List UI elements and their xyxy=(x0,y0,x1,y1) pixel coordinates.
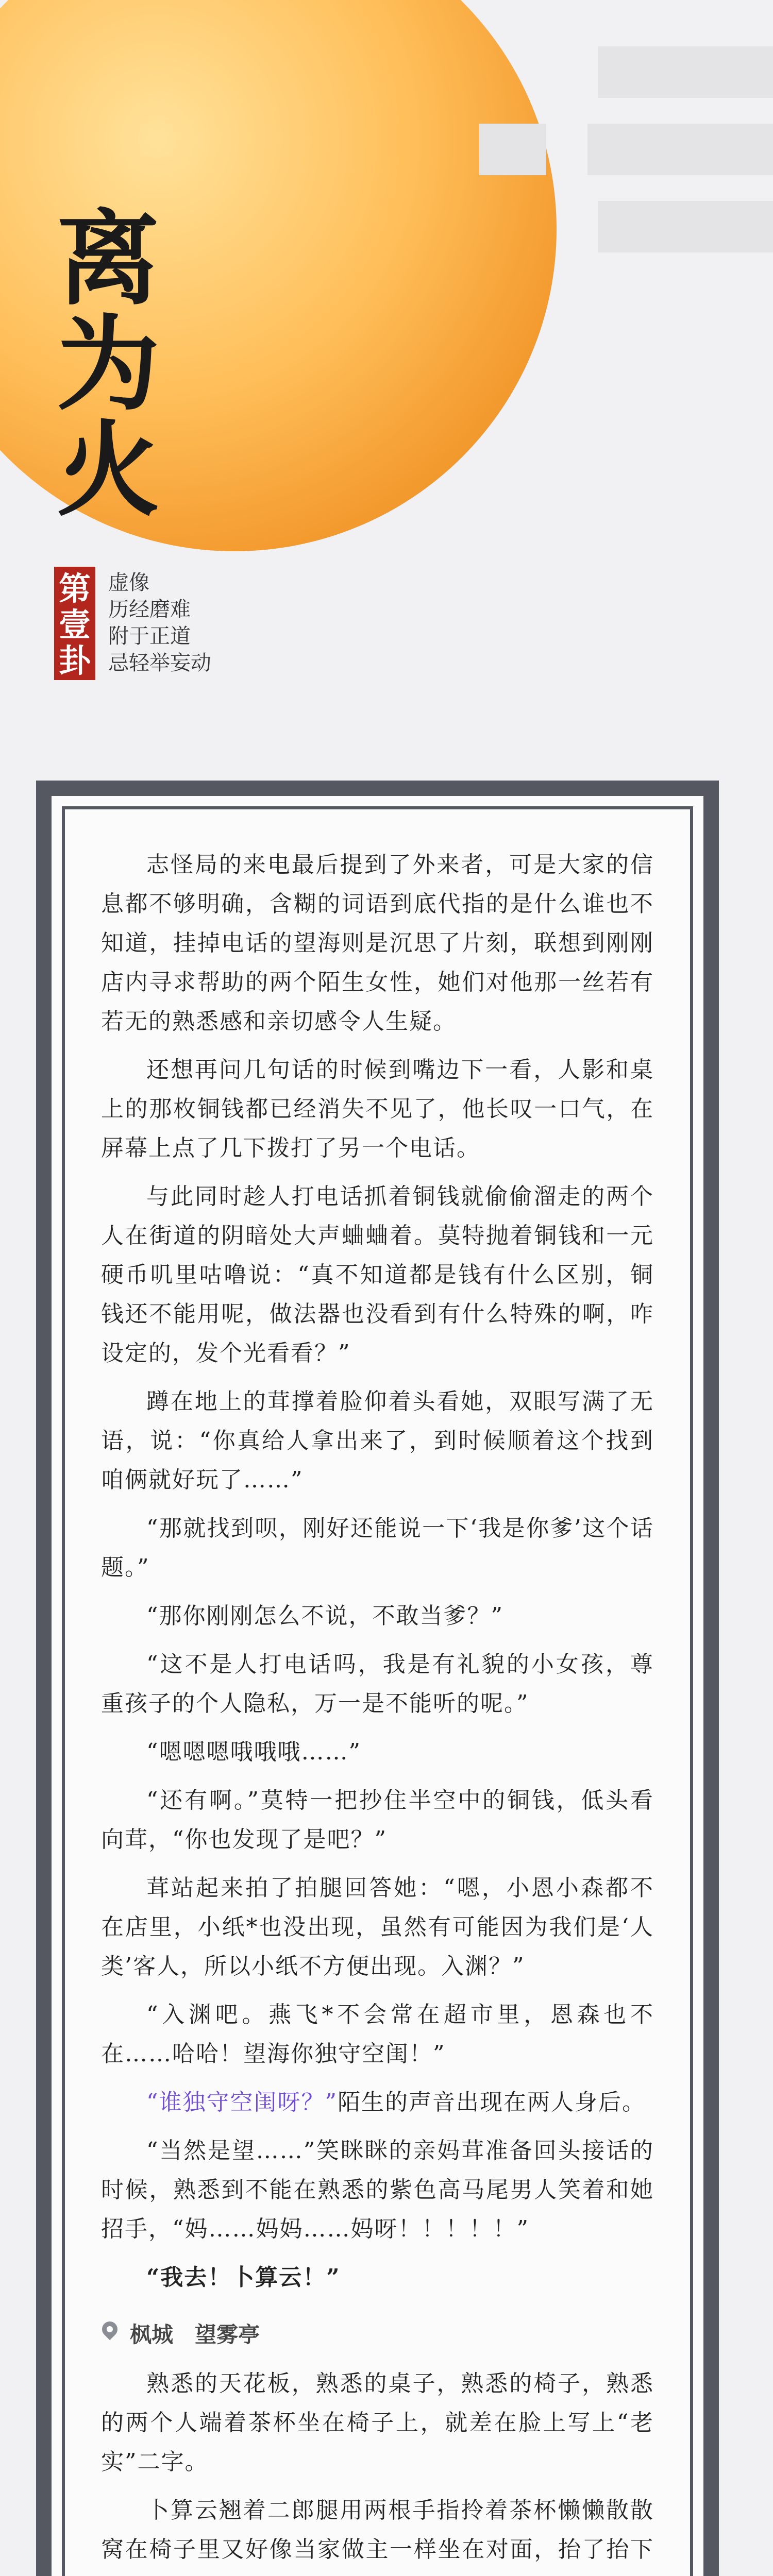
story-card-frame xyxy=(62,806,693,2576)
story-paragraph: 茸站起来拍了拍腿回答她：“嗯，小恩小森都不在店里，小纸*也没出现，虽然有可能因为我们是‘人类’客人，所以小纸不方便出现。入渊？” xyxy=(101,1875,654,1979)
story-paragraph: “还有啊。”莫特一把抄住半空中的铜钱，低头看向茸，“你也发现了是吧？” xyxy=(101,1787,654,1853)
location-label: 枫城 望雾亭 xyxy=(130,2322,260,2347)
hexagram-title xyxy=(57,198,160,531)
story-paragraph: “那你刚刚怎么不说，不敢当爹？” xyxy=(146,1603,503,1629)
story-paragraph: “入渊吧。燕飞*不会常在超市里，恩森也不在……哈哈！望海你独守空闺！” xyxy=(101,2002,654,2067)
trigram-bar-middle-left xyxy=(479,124,546,175)
story-paragraph-highlight xyxy=(101,2083,654,2122)
tagline-line: 附于正道 xyxy=(108,624,191,648)
story-paragraph-strong: “我去！卜算云！” xyxy=(146,2264,341,2291)
hexagram-tagline xyxy=(108,569,211,676)
story-paragraph: “这不是人打电话吗，我是有礼貌的小女孩，尊重孩子的个人隐私，万一是不能听的呢。” xyxy=(101,1651,654,1717)
location-pin-icon xyxy=(101,2321,119,2345)
title-char: 为 xyxy=(57,304,160,425)
tagline-line: 历经磨难 xyxy=(108,598,191,621)
paragraph-rest: 陌生的声音出现在两人身后。 xyxy=(338,2089,646,2115)
scene-location xyxy=(101,2318,654,2349)
story-paragraph: 与此同时趁人打电话抓着铜钱就偷偷溜走的两个人在街道的阴暗处大声蛐蛐着。莫特抛着铜钱和一元硬币叽里咕噜说：“真不知道都是钱有什么区别，铜钱还不能用呢，做法器也没看到有什么特殊的啊，咋设定的，发个光看看？” xyxy=(101,1183,654,1366)
title-char: 离 xyxy=(57,198,160,319)
trigram-bar-bottom xyxy=(598,201,773,252)
story-paragraph: “嗯嗯嗯哦哦哦……” xyxy=(146,1739,361,1765)
highlighted-dialogue: “谁独守空闺呀？” xyxy=(146,2089,338,2115)
seal-char: 壹 xyxy=(58,606,91,643)
story-paragraph: “那就找到呗，刚好还能说一下‘我是你爹’这个话题。” xyxy=(101,1515,654,1581)
story-paragraph: 卜算云翘着二郎腿用两根手指拎着茶杯懒懒散散窝在椅子里又好像当家做主一样坐在对面，抬了抬下 xyxy=(101,2497,654,2563)
story-card xyxy=(36,781,719,2576)
trigram-bar-middle-right xyxy=(587,124,773,175)
story-paragraph: 蹲在地上的茸撑着脸仰着头看她，双眼写满了无语，说：“你真给人拿出来了，到时候顺着这个找到咱俩就好玩了……” xyxy=(101,1388,654,1493)
trigram-bar-top xyxy=(598,46,773,98)
tagline-line: 忌轻举妄动 xyxy=(108,651,211,675)
story-paragraph: 熟悉的天花板，熟悉的桌子，熟悉的椅子，熟悉的两个人端着茶杯坐在椅子上，就差在脸上写上“老实”二字。 xyxy=(101,2370,654,2475)
tagline-line: 虚像 xyxy=(108,571,149,595)
chapter-seal xyxy=(54,567,95,680)
story-paragraph: 志怪局的来电最后提到了外来者，可是大家的信息都不够明确，含糊的词语到底代指的是什么谁也不知道，挂掉电话的望海则是沉思了片刻，联想到刚刚店内寻求帮助的两个陌生女性，她们对他那一丝若有若无的熟悉感和亲切感令人生疑。 xyxy=(101,852,654,1035)
story-paragraph: “当然是望……”笑眯眯的亲妈茸准备回头接话的时候，熟悉到不能在熟悉的紫色高马尾男人笑着和她招手，“妈……妈妈……妈呀！！！！！” xyxy=(101,2138,654,2242)
title-char: 火 xyxy=(57,410,160,531)
seal-char: 第 xyxy=(58,570,91,607)
story-paragraph: 还想再问几句话的时候到嘴边下一看，人影和桌上的那枚铜钱都已经消失不见了，他长叹一口气，在屏幕上点了几下拨打了另一个电话。 xyxy=(101,1057,654,1161)
seal-char: 卦 xyxy=(58,642,91,680)
story-card-paper xyxy=(52,796,703,2576)
